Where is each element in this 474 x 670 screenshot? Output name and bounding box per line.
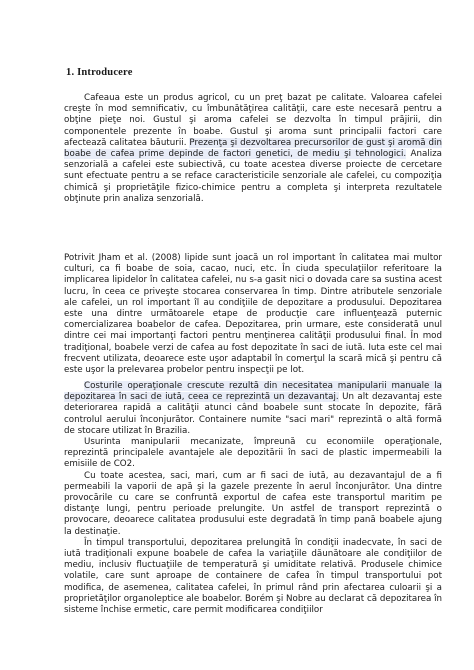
paragraph-text: Un alt dezavantaj este deteriorarea rapidă a calităţii atunci când boabele sunt stocate în depozite, fără controlul aerului înconjurător. Containere numite "saci mari" reprezintă o altă formă de stocare utilizat în Brazilia. (64, 392, 442, 436)
paragraph-text: Usurinta manipularii mecanizate, împreună cu economiile operaţionale, reprezintă principalele avantajele ale depozitării în saci de plastic impermeabili la emisiile de CO2. (64, 437, 442, 470)
paragraph-text: Cafeaua este un produs agricol, cu un preţ bazat pe calitate. Valoarea cafelei creşte în mod semnificativ, cu îmbunătăţirea calităţii, care este necesară pentru a obţine pieţe noi. Gustul şi aroma cafelei se dezvolta în timpul prăjirii, din componentele prezente în boabe. Gustul şi aroma sunt principalii factori care afectează calitatea băuturii. (64, 93, 442, 148)
paragraph-costs (64, 381, 442, 616)
paragraph-lipids (64, 253, 442, 376)
paragraph-text: Cu toate acestea, saci, mari, cum ar fi saci de iută, au dezavantajul de a fi permeabili la vaporii de apă şi la gazele prezente în aerul înconjurător. Una dintre provocările cu care se confruntă exportul de cafea este transportul maritim pe distanţe lungi, pentru perioade prelungite. Un astfel de transport reprezintă o provocare, deoarece calitatea produsului este degradată în timp pană boabele ajung la destinaţie. (64, 470, 442, 537)
highlighted-text: Prezenţa şi dezvoltarea precursorilor de gust şi aromă din boabe de cafea prime depinde de factori genetici, de mediu şi tehnologici. (64, 137, 442, 160)
paragraph-text: Analiza senzorială a cafelei este subiectivă, cu toate acestea diverse proiecte de cercetare sunt efectuate pentru a se reface caracteristicile senzoriale ale cafelei, cu compoziţia chimică şi proprietăţile fizico-chimice pentru a completa şi interpreta rezultatele obţinute prin analiza senzorială. (64, 149, 442, 204)
paragraph-text: În timpul transportului, depozitarea prelungită în condiţii inadecvate, în saci de iută tradiţionali expune boabele de cafea la variaţiile dăunătoare ale condiţiilor de mediu, inclusiv fluctuaţiile de temperatură şi umiditate relativă. Produsele chimice volatile, care sunt aproape de containere de cafea în timpul transportului pot modifica, de asemenea, calitatea cafelei, în primul rând prin afectarea culoarii şi a proprietăţilor organoleptice ale boabelor. Borém şi Nobre au declarat că depozitarea în sisteme închise ermetic, care permit modificarea condiţiilor (64, 537, 442, 616)
paragraph-intro (64, 93, 442, 205)
section-heading: 1. Introducere (66, 67, 133, 78)
paragraph-text: Potrivit Jham et al. (2008) lipide sunt joacă un rol important în calitatea mai multor culturi, ca fi boabe de soia, cacao, nuci, etc. În ciuda speculaţiilor referitoare la implicarea lipidelor în calitatea cafelei, nu s-a gasit nici o dovada care sa sustina acest lucru, în ceea ce priveşte stocarea conservarea în timp. Dintre atributele senzoriale ale cafelei, un rol important îl au condiţiile de depozitare a produsului. Depozitarea este una dintre următoarele etape de producţie care influenţează puternic comercializarea boabelor de cafea. Depozitarea, prin urmare, este considerată unul dintre cei mai importanţi factori pentru menţinerea calităţii produsului final. În mod tradiţional, boabele verzi de cafea au fost depozitate în saci de iută. Iuta este cel mai frecvent utilizata, deoarece este uşor adaptabil în comerţul la scară mică şi pentru că este uşor la prelevarea probelor pentru inspecţii pe lot. (64, 253, 442, 376)
highlighted-text: Costurile operaţionale crescute rezultă din necesitatea manipularii manuale la depozitarea în saci de iută, ceea ce reprezintă un dezavantaj. (64, 381, 442, 403)
